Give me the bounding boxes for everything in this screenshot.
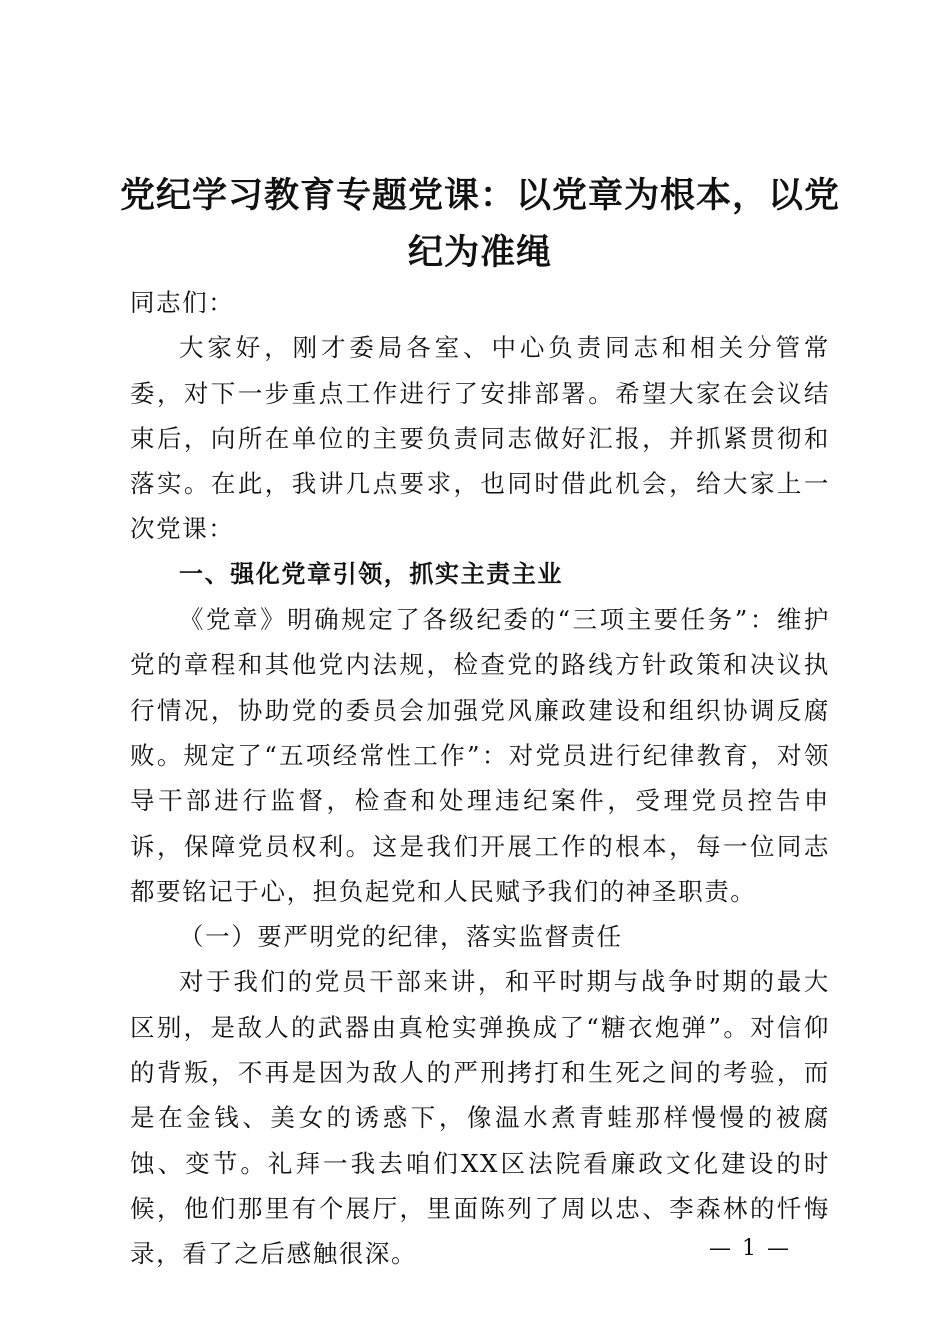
paragraph-party-constitution: 《党章》明确规定了各级纪委的“三项主要任务”：维护党的章程和其他党内法规，检查党的路线方针政策和决议执行情况，协助党的委员会加强党风廉政建设和组织协调反腐败。规定了“五项经常性工作”：对党员进行纪律教育，对领导干部进行监督，检查和处理违纪案件，受理党员控告申诉，保障党员权利。这是我们开展工作的根本，每一位同志都要铭记于心，担负起党和人民赋予我们的神圣职责。 — [130, 605, 830, 906]
paragraph-discipline: 对于我们的党员干部来讲，和平时期与战争时期的最大区别，是敌人的武器由真枪实弹换成了“糖衣炮弹”。对信仰的背叛，不再是因为敌人的严刑拷打和生死之间的考验，而是在金钱、美女的诱惑下，像温水煮青蛙那样慢慢的被腐蚀、变节。礼拜一我去咱们XX区法院看廉政文化建设的时候，他们那里有个展厅，里面陈列了周以忠、李森林的忏悔录，看了之后感触很深。 — [130, 967, 830, 1269]
document-body — [130, 280, 830, 1277]
page-number: — 1 — — [709, 1236, 791, 1261]
section-heading-1: 一、强化党章引领，抓实主责主业 — [179, 559, 563, 588]
subsection-heading-1: （一）要严明党的纪律，落实监督责任 — [179, 922, 623, 952]
document-title: 党纪学习教育专题党课：以党章为根本，以党纪为准绳 — [120, 176, 841, 273]
paragraph-intro: 大家好，刚才委局各室、中心负责同志和相关分管常委，对下一步重点工作进行了安排部署。希望大家在会议结束后，向所在单位的主要负责同志做好汇报，并抓紧贯彻和落实。在此，我讲几点要求，也同时借此机会，给大家上一次党课： — [130, 333, 830, 544]
salutation: 同志们： — [130, 288, 235, 317]
